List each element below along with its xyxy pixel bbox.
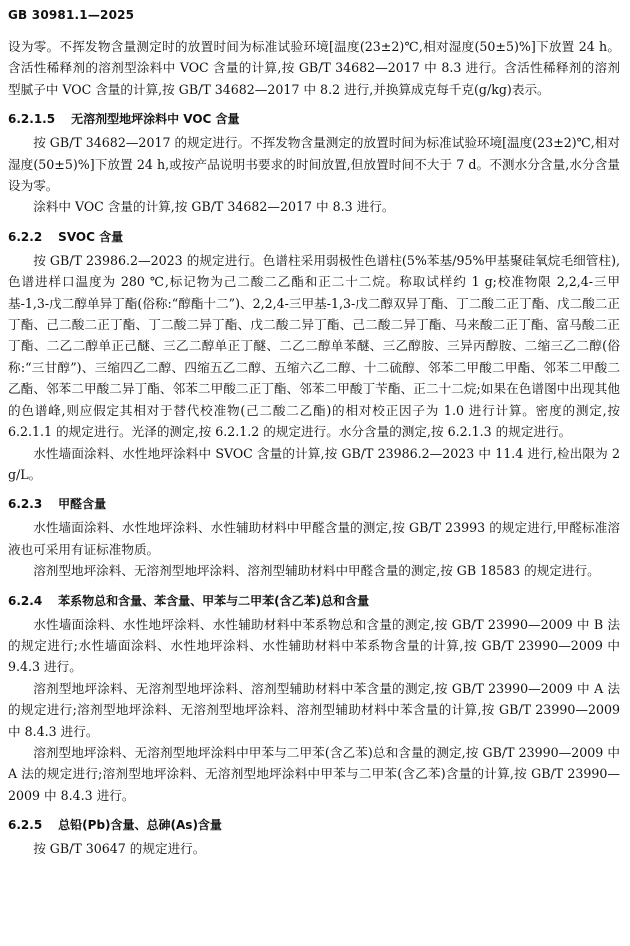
section-heading: [8, 495, 620, 513]
paragraph: 设为零。不挥发物含量测定时的放置时间为标准试验环境[温度(23±2)℃,相对湿度(50±5)%]下放置 24 h。含活性稀释剂的溶剂型涂料中 VOC 含量的计算,按 GB/T 34682—2017 中 8.3 进行。含活性稀释剂的溶剂型腻子中 VOC 含量的计算,按 GB/T 34682—2017 中 8.2 进行,并换算成克每千克(g/kg)表示。: [8, 39, 620, 97]
section-title: 总铅(Pb)含量、总砷(As)含量: [58, 818, 222, 833]
section-number: 6.2.4: [8, 593, 43, 608]
section-title: 无溶剂型地坪涂料中 VOC 含量: [71, 112, 240, 127]
document-body: [8, 36, 620, 860]
section-title: 甲醛含量: [58, 497, 107, 512]
section-title: SVOC 含量: [58, 229, 124, 244]
standard-number: GB 30981.1—2025: [8, 8, 135, 22]
section-title: 苯系物总和含量、苯含量、甲苯与二甲苯(含乙苯)总和含量: [58, 593, 370, 608]
paragraph: 水性墙面涂料、水性地坪涂料中 SVOC 含量的计算,按 GB/T 23986.2—2023 中 11.4 进行,检出限为 2 g/L。: [8, 445, 620, 482]
paragraph: 按 GB/T 30647 的规定进行。: [33, 841, 206, 857]
paragraph: 按 GB/T 34682—2017 的规定进行。不挥发物含量测定的放置时间为标准试验环境[温度(23±2)℃,相对湿度(50±5)%]下放置 24 h,或按产品说明书要求的时间放置,但放置时间不大于 7 d。不测水分含量,水分含量设为零。: [8, 135, 620, 194]
section-number: 6.2.1.5: [8, 112, 56, 127]
section-heading: [8, 228, 620, 246]
section-heading: [8, 592, 620, 610]
paragraph: 水性墙面涂料、水性地坪涂料、水性辅助材料中苯系物总和含量的测定,按 GB/T 23990—2009 中 B 法的规定进行;水性墙面涂料、水性地坪涂料、水性辅助材料中苯系物含量的计算,按 GB/T 23990—2009 中 9.4.3 进行。: [8, 616, 620, 675]
paragraph: 溶剂型地坪涂料、无溶剂型地坪涂料、溶剂型辅助材料中甲醛含量的测定,按 GB 18583 的规定进行。: [33, 563, 600, 579]
paragraph: 涂料中 VOC 含量的计算,按 GB/T 34682—2017 中 8.3 进行。: [33, 199, 395, 215]
paragraph: 水性墙面涂料、水性地坪涂料、水性辅助材料中甲醛含量的测定,按 GB/T 23993 的规定进行,甲醛标准溶液也可采用有证标准物质。: [8, 520, 620, 557]
section-heading: [8, 816, 620, 834]
section-number: 6.2.5: [8, 818, 43, 833]
section-number: 6.2.3: [8, 497, 43, 512]
paragraph: 溶剂型地坪涂料、无溶剂型地坪涂料、溶剂型辅助材料中苯含量的测定,按 GB/T 23990—2009 中 A 法的规定进行;溶剂型地坪涂料、无溶剂型地坪涂料、溶剂型辅助材料中苯含量的计算,按 GB/T 23990—2009 中 8.4.3 进行。: [8, 680, 620, 739]
paragraph: 按 GB/T 23986.2—2023 的规定进行。色谱柱采用弱极性色谱柱(5%苯基/95%甲基聚硅氧烷毛细管柱),色谱进样口温度为 280 ℃,标记物为己二酸二乙酯和正二十二烷。称取试样约 1 g;校准物限 2,2,4-三甲基-1,3-戊二醇单异丁酯(俗称:“醇酯十二”)、2,2,4-三甲基-1,3-戊二醇双异丁酯、丁二酸二正丁酯、戊二酸二正丁酯、己二酸二正丁酯、丁二酸二异丁酯、戊二酸二异丁酯、己二酸二异丁酯、马来酸二正丁酯、富马酸二正丁酯、二乙二醇单正己醚、三乙二醇单正丁醚、二乙二醇单苯醚、三乙醇胺、三异丙醇胺、二缩三乙二醇(俗称:“三甘醇”)、三缩四乙二醇、四缩五乙二醇、五缩六乙二醇、十二硫醇、邻苯二甲酸二甲酯、邻苯二甲酸二乙酯、邻苯二甲酸二异丁酯、邻苯二甲酸二正丁酯、邻苯二甲酸丁苄酯、正二十二烷;如果在色谱图中出现其他的色谱峰,则应假定其相对于替代校准物(己二酸二乙酯)的相对校正因子为 1.0 进行计算。密度的测定,按 6.2.1.1 的规定进行。光泽的测定,按 6.2.1.2 的规定进行。水分含量的测定,按 6.2.1.3 的规定进行。: [8, 252, 620, 440]
paragraph: 溶剂型地坪涂料、无溶剂型地坪涂料中甲苯与二甲苯(含乙苯)总和含量的测定,按 GB/T 23990—2009 中 A 法的规定进行;溶剂型地坪涂料、无溶剂型地坪涂料中甲苯与二甲苯(含乙苯)含量的计算,按 GB/T 23990—2009 中 8.4.3 进行。: [8, 744, 620, 803]
section-number: 6.2.2: [8, 229, 43, 244]
section-heading: [8, 110, 620, 128]
